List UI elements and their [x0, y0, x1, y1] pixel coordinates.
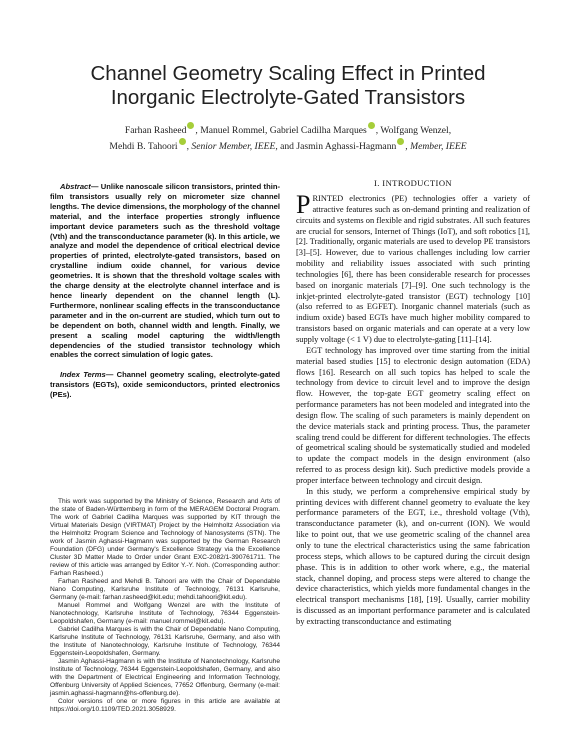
footnote-funding: This work was supported by the Ministry of Science, Research and Arts of the state of Baden-Württemberg in form of the MERAGEM Doctoral Program. The work of Gabriel Cadilha Marques was supported by KIT through the Virtual Materials Design (VIRTMAT) Project by the Helmholtz Association via the Helmholtz Program Science and Technology of Nanosystems (STN). The work of Jasmin Aghassi-Hagmann was supported by the German Research Foundation (DFG) under Germany's Excellence Strategy via the Excellence Cluster 3D Matter Made to Order under Grant EXC-2082/1-390761711. The review of this article was arranged by Editor Y.-Y. Noh. (Corresponding author: Farhan Rasheed.) [50, 498, 280, 577]
orcid-icon[interactable] [179, 138, 186, 145]
footnotes [50, 498, 280, 714]
intro-paragraph-3: In this study, we perform a comprehensive empirical study by printing devices with different channel geometry to evaluate the key performance parameters of the EGT, i.e., threshold voltage (Vth), transconductance parameter (k), and on-current (ION). We would like to point out, that we use geometric scaling of the channel area only to tune the electrical characteristics using the same fabrication process steps, which allows to be captured during the circuit design phase. This is in addition to other work where, e.g., the material stack, channel doping, and process steps were altered to change the device characteristics, which yields more fundamental changes in the electrical transport mechanisms [18], [19]. Usually, carrier mobility is discussed as an important performance parameter and is calculated by extracting transconductance and estimating [296, 486, 530, 626]
intro-paragraph-1 [296, 190, 530, 346]
footnote-affiliation: Farhan Rasheed and Mehdi B. Tahoori are with the Chair of Dependable Nano Computing, Karlsruhe Institute of Technology, 76131 Karlsruhe, Germany (e-mail: farhan.rasheed@kit.edu; mehdi.tahoori@kit.edu). [50, 578, 280, 601]
abstract [50, 182, 280, 360]
index-terms-text: — Channel geometry scaling, electrolyte-gated transistors (EGTs), oxide semiconductors, printed electronics (PEs). [50, 370, 280, 400]
footnote-affiliation: Manuel Rommel and Wolfgang Wenzel are with the Institute of Nanotechnology, Karlsruhe Institute of Technology, 76344 Eggenstein-Leopoldshafen, Germany (e-mail: manuel.rommel@kit.edu). [50, 602, 280, 625]
abstract-lead: Abstract [60, 182, 91, 191]
left-column [50, 182, 280, 400]
orcid-icon[interactable] [397, 138, 404, 145]
section-heading: I. INTRODUCTION [373, 178, 453, 188]
intro-paragraph-1-text: RINTED electronics (PE) technologies offer a variety of attractive features such as on-demand printing and realization of circuits and systems on flexible and rigid substrates. All such features are crucial for sensors, Internet of Things (IoT), and soft robotics [1], [2]. Traditionally, organic materials are used to develop PE transistors [3]–[5]. However, due to various challenges including low carrier mobility and reliability issues associated with such printing technologies [6], there has been considerable research for processes based on inorganic materials [7]–[9]. One such technology is the inkjet-printed electrolyte-gated transistor (EGT) technology [10] (also referred to as EGFET). Inorganic channel materials (such as indium oxide) based EGTs have much higher mobility compared to transistors based on organic materials and can operate at a very low supply voltage (< 1 V) due to electrolyte-gating [11]–[14]. [296, 194, 530, 344]
author-line-2: Mehdi B. Tahoori , Senior Member, IEEE, and Jasmin Aghassi-Hagmann , Member, IEEE [40, 138, 536, 154]
title-line-1: Channel Geometry Scaling Effect in Printed [90, 62, 486, 85]
orcid-icon[interactable] [368, 122, 375, 129]
intro-paragraph-2: EGT technology has improved over time starting from the initial material based studies [15] to electronic design automation (EDA) flows [16]. Research on all such topics has helped to scale the technology from device to circuit level and to improve the design flow. However, the top-gate EGT geometry scaling effect on performance parameters has not been modeled and integrated into the design flow. The scaling of such parameters is mainly dependent on the device materials stack and printing process. Thus, the parameter scaling trend could be different for different technologies. The effects of geometrical scaling should be systematically studied and modeled to update the compact models in the design environment (also referred to as process design kit). Such predictive models provide a proper interface between technology and circuit design. [296, 345, 530, 485]
index-terms-lead: Index Terms [60, 370, 106, 380]
footnote-affiliation: Jasmin Aghassi-Hagmann is with the Institute of Nanotechnology, Karlsruhe Institute of Technology, 76344 Eggenstein-Leopoldshafen, Germany, and also with the Department of Electrical Engineering and Information Technology, Offenburg University of Applied Sciences, 77652 Offenburg, Germany (e-mail: jasmin.aghassi-hagmann@hs-offenburg.de). [50, 658, 280, 697]
right-column [296, 178, 530, 628]
author-line-1: Farhan Rasheed , Manuel Rommel, Gabriel Cadilha Marques , Wolfgang Wenzel, [40, 122, 536, 138]
author-list [40, 122, 536, 153]
index-terms [50, 370, 280, 400]
abstract-text: — Unlike nanoscale silicon transistors, printed thin-film transistors usually rely on micrometer size channel lengths. The device dimensions, the morphology of the channel material, and the interface properties strongly influence important device parameters such as the threshold voltage (Vth) and the transconductance parameter (k). In this article, we analyze and model the dependence of critical electrical device properties of printed, electrolyte-gated transistors, based on crystalline indium oxide channel, for various device geometries. It is shown that the threshold voltage scales with the charge density at the electrolyte channel interface and is hence linearly dependent on the channel length (L). Furthermore, nonlinear scaling effects in the transconductance parameter and in the on-current are studied, which turn out to be dependent on both, channel width and length. Finally, we present a scaling model capturing the width/length dependencies of the studied transistor technology which enables the correct simulation of logic gates. [50, 182, 280, 360]
footnote-affiliation: Gabriel Cadilha Marques is with the Chair of Dependable Nano Computing, Karlsruhe Institute of Technology, 76131 Karlsruhe, Germany, and also with the Institute of Nanotechnology, Karlsruhe Institute of Technology, 76344 Eggenstein-Leopoldshafen, Germany. [50, 626, 280, 657]
drop-cap: P [296, 190, 311, 219]
paper-title [40, 62, 536, 110]
title-line-2: Inorganic Electrolyte-Gated Transistors [110, 86, 466, 109]
footnote-doi: Color versions of one or more figures in this article are available at https://doi.org/10.1109/TED.2021.3058929. [50, 698, 280, 713]
orcid-icon[interactable] [187, 122, 194, 129]
